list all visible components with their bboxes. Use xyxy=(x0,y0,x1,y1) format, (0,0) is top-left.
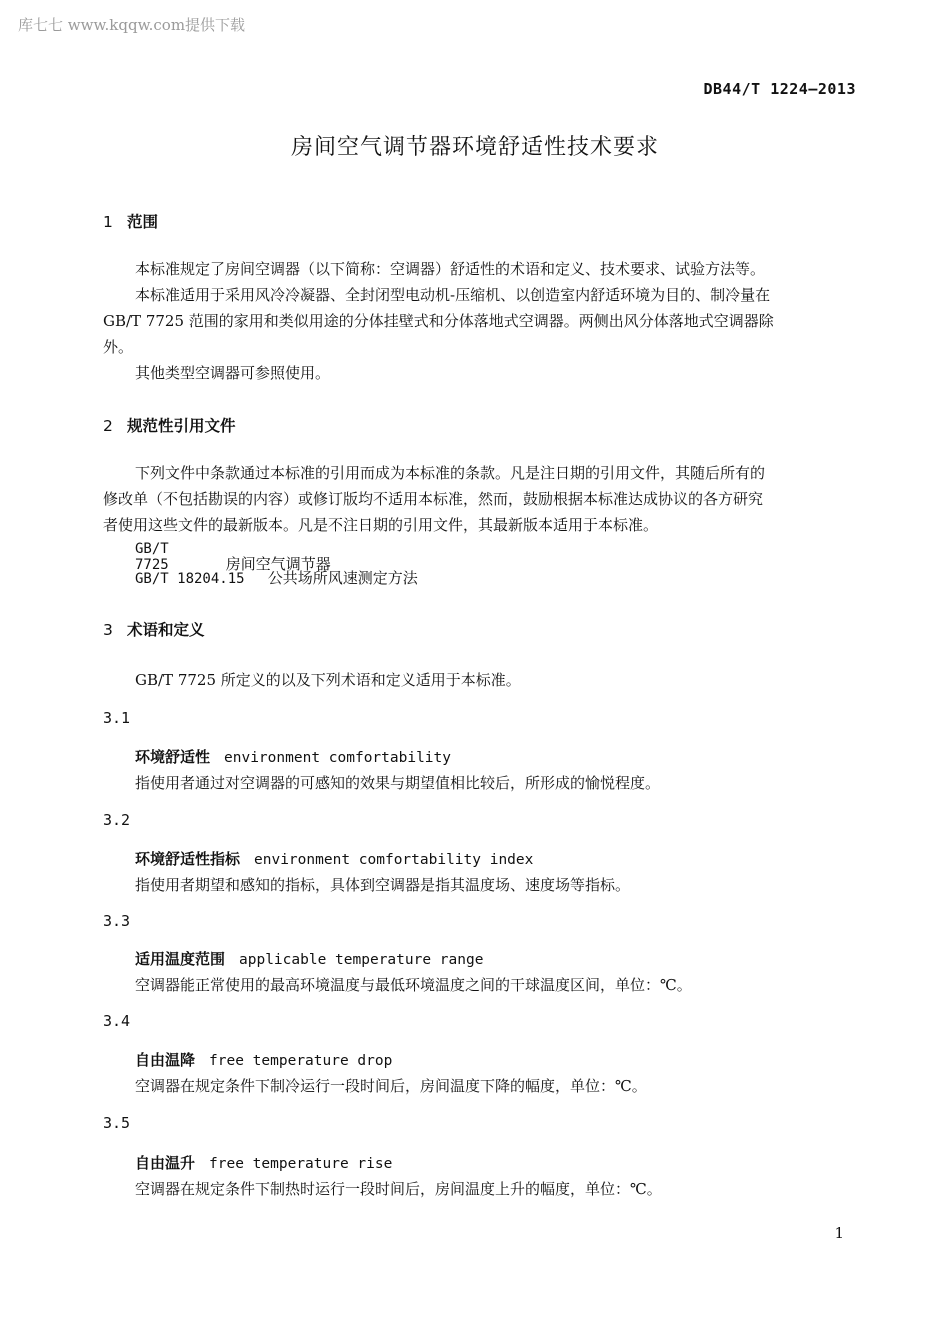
term-english: free temperature drop xyxy=(209,1053,393,1069)
term-chinese: 环境舒适性 xyxy=(135,748,211,766)
watermark: 库七七 www.kqqw.com提供下载 xyxy=(18,16,246,34)
section-heading-scope xyxy=(103,210,158,232)
term-definition: 空调器在规定条件下制冷运行一段时间后，房间温度下降的幅度，单位：℃。 xyxy=(135,1077,647,1095)
document-title: 房间空气调节器环境舒适性技术要求 xyxy=(290,135,659,160)
clause-number: 3.1 xyxy=(103,709,131,727)
section-title: 范围 xyxy=(127,213,159,231)
clause-number: 3.4 xyxy=(103,1012,131,1030)
term-definition: 空调器能正常使用的最高环境温度与最低环境温度之间的干球温度区间，单位：℃。 xyxy=(135,976,692,994)
reference-item xyxy=(135,567,418,588)
clause-number: 3.2 xyxy=(103,811,131,829)
scope-paragraph-3: 其他类型空调器可参照使用。 xyxy=(135,364,331,382)
refs-paragraph-line-1: 下列文件中条款通过本标准的引用而成为本标准的条款。凡是注日期的引用文件，其随后所有的 xyxy=(135,464,766,482)
reference-code: GB/T 7725 xyxy=(135,541,169,573)
term-title xyxy=(135,848,533,869)
section-number: 3 xyxy=(103,621,113,639)
term-chinese: 自由温升 xyxy=(135,1154,196,1172)
term-definition: 空调器在规定条件下制热时运行一段时间后，房间温度上升的幅度，单位：℃。 xyxy=(135,1180,662,1198)
section-number: 2 xyxy=(103,417,113,435)
reference-code: GB/T 18204.15 xyxy=(135,571,245,587)
term-english: free temperature rise xyxy=(209,1156,393,1172)
scope-paragraph-1: 本标准规定了房间空调器（以下简称：空调器）舒适性的术语和定义、技术要求、试验方法等。 xyxy=(135,260,766,278)
term-title xyxy=(135,1049,392,1070)
section-heading-terms xyxy=(103,618,205,640)
reference-name: 房间空气调节器 xyxy=(225,555,331,573)
refs-paragraph-line-3: 者使用这些文件的最新版本。凡是不注日期的引用文件，其最新版本适用于本标准。 xyxy=(103,516,659,534)
page-number: 1 xyxy=(834,1224,844,1242)
term-english: environment comfortability index xyxy=(254,852,534,868)
scope-paragraph-2-line-3: 外。 xyxy=(103,338,134,356)
section-title: 规范性引用文件 xyxy=(127,417,236,435)
scope-paragraph-2-line-2: GB/T 7725 范围的家用和类似用途的分体挂壁式和分体落地式空调器。两侧出风分体落地式空调器除 xyxy=(103,312,774,330)
scope-paragraph-2-line-1: 本标准适用于采用风冷冷凝器、全封闭型电动机-压缩机、以创造室内舒适环境为目的、制冷量在 xyxy=(135,286,771,304)
term-english: applicable temperature range xyxy=(239,952,484,968)
terms-intro: GB/T 7725 所定义的以及下列术语和定义适用于本标准。 xyxy=(135,671,521,689)
reference-name: 公共场所风速测定方法 xyxy=(267,569,418,587)
term-title xyxy=(135,948,483,969)
clause-number: 3.3 xyxy=(103,912,131,930)
term-chinese: 环境舒适性指标 xyxy=(135,850,241,868)
section-heading-normative-references xyxy=(103,414,236,436)
refs-paragraph-line-2: 修改单（不包括勘误的内容）或修订版均不适用本标准，然而，鼓励根据本标准达成协议的各方研究 xyxy=(103,490,764,508)
term-chinese: 适用温度范围 xyxy=(135,950,226,968)
section-number: 1 xyxy=(103,213,113,231)
section-title: 术语和定义 xyxy=(127,621,205,639)
term-definition: 指使用者通过对空调器的可感知的效果与期望值相比较后，所形成的愉悦程度。 xyxy=(135,774,661,792)
term-english: environment comfortability xyxy=(224,750,451,766)
term-title xyxy=(135,1152,392,1173)
clause-number: 3.5 xyxy=(103,1114,131,1132)
document-number: DB44/T 1224—2013 xyxy=(703,80,856,98)
term-chinese: 自由温降 xyxy=(135,1051,196,1069)
term-definition: 指使用者期望和感知的指标，具体到空调器是指其温度场、速度场等指标。 xyxy=(135,876,631,894)
term-title xyxy=(135,746,451,767)
